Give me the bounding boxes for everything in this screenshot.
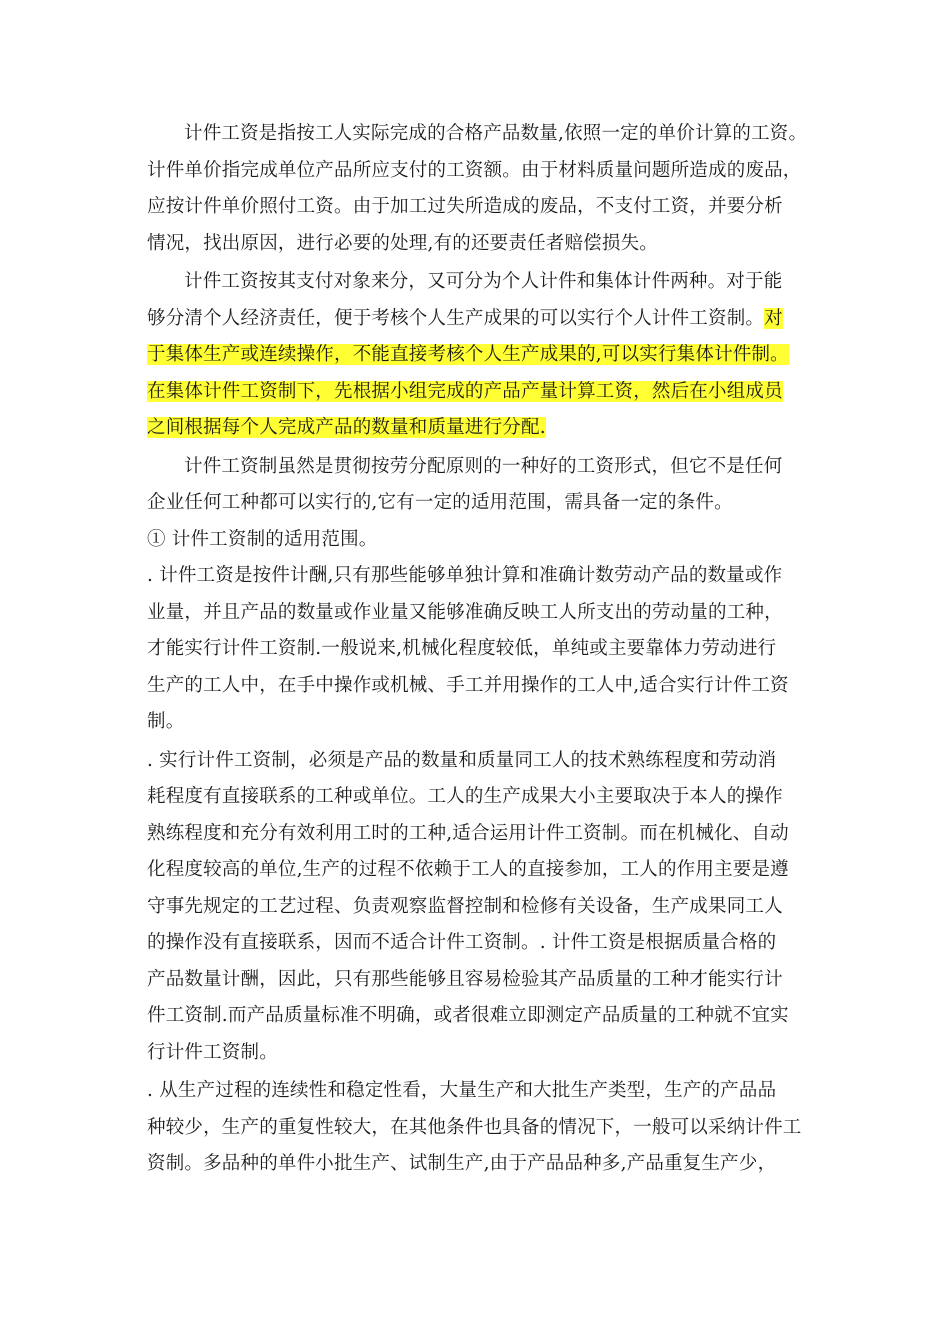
paragraph-6 — [147, 743, 812, 1072]
text-line — [147, 337, 812, 374]
text-line: . 实行计件工资制，必须是产品的数量和质量同工人的技术熟练程度和劳动消 — [147, 749, 777, 771]
text-line: . 计件工资是按件计酬,只有那些能够单独计算和准确计数劳动产品的数量或作 — [147, 565, 783, 586]
text-line: 企业任何工种都可以实行的,它有一定的适用范围，需具备一定的条件。 — [147, 492, 733, 513]
highlighted-text: 对 — [764, 307, 783, 329]
text-line: 计件工资是指按工人实际完成的合格产品数量,依照一定的单价计算的工资。 — [184, 123, 808, 144]
text-line: 化程度较高的单位,生产的过程不依赖于工人的直接参加，工人的作用主要是遵 — [147, 859, 789, 880]
paragraph-2 — [147, 264, 812, 447]
text-line — [147, 410, 812, 447]
document-body — [147, 116, 812, 1183]
text-line — [147, 301, 812, 338]
text-line: 耗程度有直接联系的工种或单位。工人的生产成果大小主要取决于本人的操作 — [147, 786, 783, 807]
text-line: 计件工资按其支付对象来分，又可分为个人计件和集体计件两种。对于能 — [184, 271, 783, 292]
paragraph-3 — [147, 449, 812, 522]
text-line: 件工资制.而产品质量标准不明确，或者很难立即测定产品质量的工种就不宜实 — [147, 1005, 789, 1026]
section-heading — [147, 522, 812, 559]
text-line: 行计件工资制。 — [147, 1041, 278, 1063]
highlighted-text: 在集体计件工资制下，先根据小组完成的产品产量计算工资，然后在小组成员 — [147, 380, 783, 402]
text-line: . 从生产过程的连续性和稳定性看，大量生产和大批生产类型，生产的产品品 — [147, 1080, 777, 1101]
text-line: 业量，并且产品的数量或作业量又能够准确反映工人所支出的劳动量的工种， — [147, 601, 783, 623]
text-line: 的操作没有直接联系，因而不适合计件工资制。. 计件工资是根据质量合格的 — [147, 932, 777, 953]
text-line: 种较少，生产的重复性较大，在其他条件也具备的情况下，一般可以采纳计件工 — [147, 1116, 802, 1138]
text-line: 才能实行计件工资制.一般说来,机械化程度较低，单纯或主要靠体力劳动进行 — [147, 638, 777, 659]
paragraph-1 — [147, 116, 812, 262]
text-segment: 够分清个人经济责任，便于考核个人生产成果的可以实行个人计件工资制。 — [147, 307, 765, 329]
text-line — [147, 374, 812, 411]
text-line: 守事先规定的工艺过程、负责观察监督控制和检修有关设备，生产成果同工人 — [147, 895, 783, 917]
text-line: 资制。多品种的单件小批生产、试制生产,由于产品品种多,产品重复生产少， — [147, 1153, 777, 1174]
text-line: ① 计件工资制的适用范围。 — [147, 528, 378, 550]
highlighted-text: 于集体生产或连续操作，不能直接考核个人生产成果的,可以实行集体计件制。 — [147, 344, 789, 365]
text-line: 计件工资制虽然是贯彻按劳分配原则的一种好的工资形式，但它不是任何 — [184, 455, 783, 477]
text-line: 情况，找出原因，进行必要的处理,有的还要责任者赔偿损失。 — [147, 232, 658, 254]
highlighted-text: 之间根据每个人完成产品的数量和质量进行分配. — [147, 417, 546, 438]
text-line: 计件单价指完成单位产品所应支付的工资额。由于材料质量问题所造成的废品， — [147, 159, 802, 181]
paragraph-5 — [147, 558, 812, 741]
text-line: 应按计件单价照付工资。由于加工过失所造成的废品，不支付工资，并要分析 — [147, 196, 783, 217]
text-line: 熟练程度和充分有效利用工时的工种,适合运用计件工资制。而在机械化、自动 — [147, 822, 789, 844]
text-line: 生产的工人中，在手中操作或机械、手工并用操作的工人中,适合实行计件工资 — [147, 674, 789, 696]
paragraph-7 — [147, 1073, 812, 1183]
text-line: 制。 — [147, 711, 185, 732]
text-line: 产品数量计酬，因此，只有那些能够且容易检验其产品质量的工种才能实行计 — [147, 968, 783, 990]
